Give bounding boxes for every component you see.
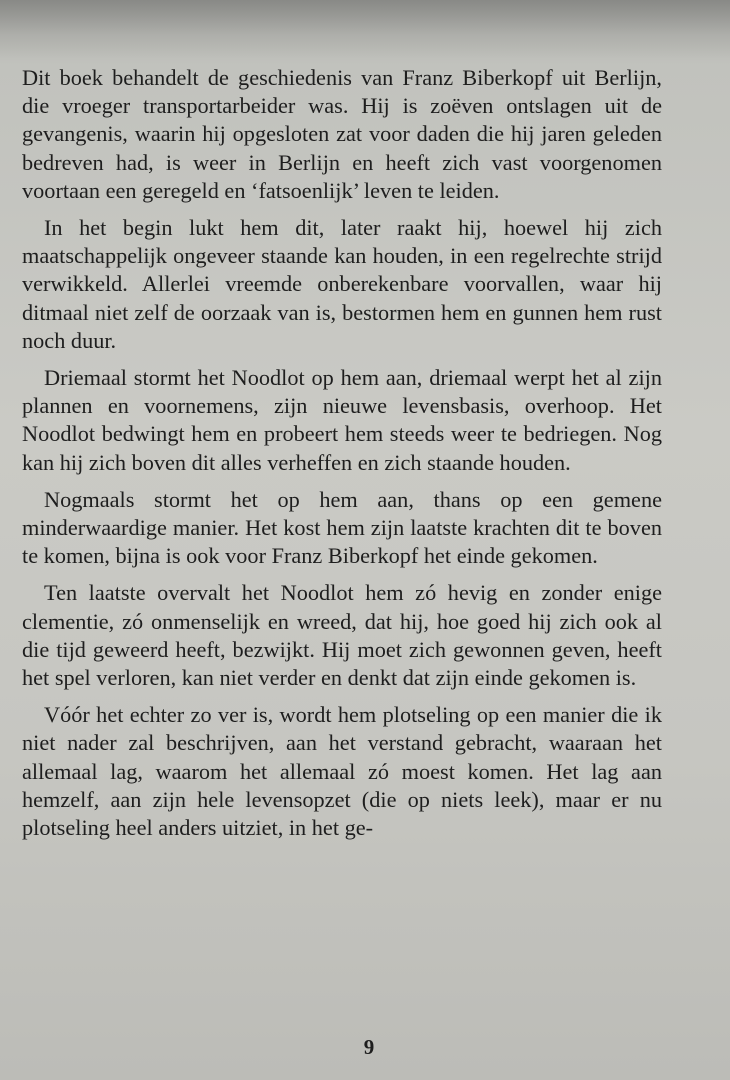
paragraph-1: Dit boek behandelt de geschiedenis van Franz Biberkopf uit Berlijn, die vroeger transportarbeider was. Hij is zoëven ontslagen uit de gevangenis, waarin hij opgesloten zat voor daden die hij jaren geleden bedreven had, is weer in Berlijn en heeft zich vast voorgenomen voortaan een geregeld en ‘fatsoenlijk’ leven te leiden. [22,65,662,203]
paragraph-5: Ten laatste overvalt het Noodlot hem zó hevig en zonder enige clementie, zó onmenselijk en wreed, dat hij, hoe goed hij zich ook al die tijd geweerd heeft, bezwijkt. Hij moet zich gewonnen geven, heeft het spel verloren, kan niet verder en denkt dat zijn einde gekomen is. [22,580,662,691]
paragraph-4: Nogmaals stormt het op hem aan, thans op een gemene minderwaardige manier. Het kost hem zijn laatste krachten dit te boven te komen, bijna is ook voor Franz Biberkopf het einde gekomen. [22,486,662,569]
page-number: 9 [363,1035,375,1059]
paragraph-3: Driemaal stormt het Noodlot op hem aan, driemaal werpt het al zijn plannen en voornemens, zijn nieuwe levensbasis, overhoop. Het Noodlot bedwingt hem en probeert hem steeds weer te bedriegen. Nog kan hij zich boven dit alles verheffen en zich staande houden. [22,365,662,475]
paragraph-6: Vóór het echter zo ver is, wordt hem plotseling op een manier die ik niet nader zal beschrijven, aan het verstand gebracht, waaraan het allemaal lag, waarom het allemaal zó moest komen. Het lag aan hemzelf, aan zijn hele levensopzet (die op niets leek), maar er nu plotseling heel anders uitziet, in het ge- [22,702,662,841]
paragraph-2: In het begin lukt hem dit, later raakt hij, hoewel hij zich maatschappelijk ongeveer staande kan houden, in een regelrechte strijd verwikkeld. Allerlei vreemde onberekenbare voorvallen, waar hij ditmaal niet zelf de oorzaak van is, bestormen hem en gunnen hem rust noch duur. [22,215,662,353]
body-text [22,64,662,851]
